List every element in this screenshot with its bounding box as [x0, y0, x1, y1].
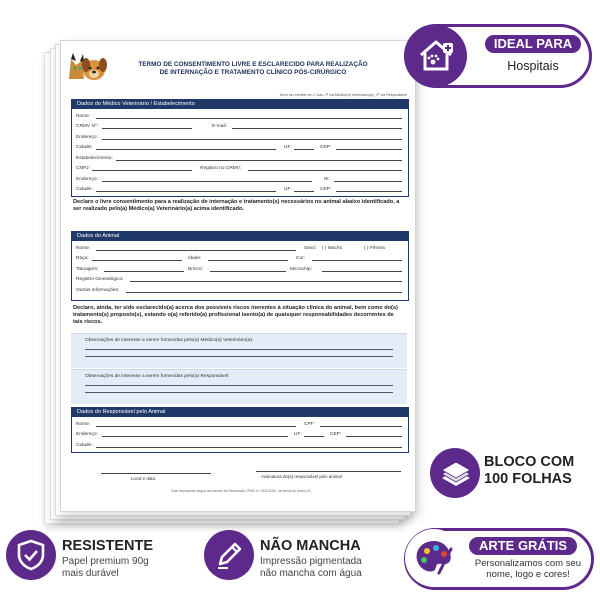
local-data-label: Local e data [131, 476, 155, 481]
idade-line[interactable] [208, 260, 288, 261]
form-row [72, 141, 408, 152]
declaration-consent: Declaro o livre consentimento para a realização de internação e tratamento(s) necessários no animal abaixo identificado, a ser realizado pelo(a) Médico(a) Veterinário(a) acima identificado. [73, 199, 400, 212]
obs-vet-box [71, 333, 407, 368]
feature-desc-line: Impressão pigmentada [260, 556, 362, 567]
obs-line[interactable] [85, 356, 393, 357]
uf-line[interactable] [294, 149, 314, 150]
animal-nome-line[interactable] [96, 250, 296, 251]
vet-section-header: Dados do Médico Veterinário / Estabelecimento [72, 100, 408, 109]
microchip-label: Microchip: [290, 266, 312, 272]
nome-label: Nome: [76, 113, 91, 119]
form-row [72, 109, 408, 120]
bloco-line: 100 FOLHAS [484, 471, 572, 487]
form-row [72, 151, 408, 162]
cpf-label: CPF: [304, 421, 315, 427]
sexo-label: Sexo: [304, 245, 317, 251]
local-data-line[interactable] [101, 473, 211, 474]
resp-nome-line[interactable] [96, 426, 296, 427]
animal-section [71, 231, 409, 301]
resp-cep-line[interactable] [346, 436, 402, 437]
palette-icon [405, 529, 463, 587]
form-row [72, 241, 408, 252]
declaration-risks: Declaro, ainda, ter sido esclarecido(a) acerca dos possíveis riscos inerentes à situação clínica do animal, bem como do(s) tratamento(s) proposto(s), estando o(a) referido(a) profissional isento(a) de quaisquer responsabilidades decorrentes de tais riscos. [73, 305, 398, 325]
resp-cidade-label: Cidade: [76, 442, 93, 448]
cep-line[interactable] [336, 149, 402, 150]
animal-nome-label: Nome: [76, 245, 91, 251]
document-header [67, 51, 407, 99]
macho-checkbox[interactable]: ( ) Macho [322, 245, 343, 251]
uf-label: UF: [284, 145, 292, 150]
ideal-para-badge [404, 24, 592, 88]
form-row [72, 252, 408, 263]
estabelecimento-label: Estabelecimento: [76, 155, 113, 161]
raca-line[interactable] [92, 260, 182, 261]
cnpj-line[interactable] [92, 170, 192, 171]
arte-gratis-desc: Personalizamos com seu nome, logo e cores! [474, 558, 582, 580]
brinco-line[interactable] [210, 271, 286, 272]
feature-title: RESISTENTE [62, 538, 154, 554]
feature-resistente [6, 530, 196, 590]
form-row [72, 417, 408, 428]
feature-desc [62, 556, 149, 579]
bloco-text [484, 454, 574, 488]
resp-cep-label: CEP: [330, 432, 342, 437]
cor-line[interactable] [312, 260, 402, 261]
animal-section-header: Dados do Animal [72, 232, 408, 241]
form-row [72, 130, 408, 141]
feature-desc-line: Papel premium 90g [62, 556, 149, 567]
feature-nao-mancha [204, 530, 400, 590]
form-row [72, 262, 408, 273]
cnpj-label: CNPJ: [76, 166, 90, 171]
ie-line[interactable] [334, 181, 402, 182]
form-row [72, 283, 408, 294]
pen-icon [204, 530, 254, 580]
email-label: E-mail: [212, 124, 227, 129]
registro-crmv-line[interactable] [248, 170, 402, 171]
feature-desc-line: não mancha com água [260, 567, 362, 579]
bloco-badge [430, 448, 590, 498]
title-line: TERMO DE CONSENTIMENTO LIVRE E ESCLARECIDO PARA REALIZAÇÃO [138, 61, 368, 68]
cat-dog-icon [67, 51, 107, 81]
cidade2-label: Cidade: [76, 187, 93, 192]
obs-line[interactable] [85, 349, 393, 350]
raca-label: Raça: [76, 256, 89, 261]
form-row [72, 183, 408, 194]
ie-label: IE: [324, 176, 330, 182]
shield-check-icon [6, 530, 56, 580]
signature-label: Assinatura do(a) responsável pelo animal [261, 474, 342, 479]
obs-vet-label: Observações de interesse a serem fornecidas pelo(a) Médico(a) Veterinário(a): [85, 338, 254, 343]
arte-gratis-label: ARTE GRÁTIS [469, 537, 577, 555]
resp-cidade-line[interactable] [96, 447, 402, 448]
tatuagem-line[interactable] [104, 271, 184, 272]
tatuagem-label: Tatuagem: [76, 266, 99, 272]
estabelecimento-line[interactable] [116, 160, 402, 161]
endereco2-line[interactable] [102, 181, 312, 182]
registro-genealogico-line[interactable] [130, 281, 402, 282]
resp-uf-label: UF: [294, 432, 302, 437]
form-row [72, 172, 408, 183]
outras-info-line[interactable] [126, 292, 402, 293]
cidade-label: Cidade: [76, 145, 93, 150]
paper-stack-icon [430, 448, 480, 498]
endereco-line[interactable] [102, 139, 402, 140]
form-sheet [60, 40, 416, 512]
resp-uf-line[interactable] [304, 436, 324, 437]
hospitais-label: Hospitais [507, 59, 559, 73]
cidade2-line[interactable] [96, 191, 276, 192]
resp-nome-label: Nome: [76, 421, 91, 427]
registro-genealogico-label: Registro Genealógico: [76, 277, 124, 282]
form-row [72, 428, 408, 439]
microchip-line[interactable] [322, 271, 402, 272]
resp-endereco-line[interactable] [102, 436, 288, 437]
cidade-line[interactable] [96, 149, 276, 150]
obs-line[interactable] [85, 385, 393, 386]
crmv-line[interactable] [102, 128, 192, 129]
nome-line[interactable] [96, 118, 402, 119]
bloco-line: BLOCO COM [484, 454, 575, 470]
cep2-label: CEP: [320, 187, 332, 192]
uf2-label: UF: [284, 187, 292, 192]
responsavel-section-header: Dados do Responsável pelo Animal [72, 408, 408, 417]
form-row [72, 162, 408, 173]
cep2-line[interactable] [336, 191, 402, 192]
idade-label: Idade: [188, 256, 202, 261]
uf2-line[interactable] [294, 191, 314, 192]
endereco-label: Endereço: [76, 134, 98, 140]
crmv-label: CRMV Nº: [76, 124, 99, 129]
endereco2-label: Endereço: [76, 176, 98, 182]
brinco-label: Brinco: [188, 266, 203, 272]
document-subtitle: Deve ser emitido em 2 vias: 1ª via Médico(a) Veterinário(a) | 2ª via Responsável [279, 93, 407, 97]
arte-gratis-badge [404, 528, 594, 590]
resp-endereco-label: Endereço: [76, 432, 98, 437]
form-row [72, 273, 408, 284]
document-footnote: Este documento segue as normas da Resolução CFMV nº 1321/2020, na forma do Anexo XI [171, 489, 311, 493]
outras-info-label: Outras informações: [76, 287, 120, 293]
feature-title: NÃO MANCHA [260, 538, 361, 554]
title-line: DE INTERNAÇÃO E TRATAMENTO CLÍNICO PÓS-CIRÚRGICO [159, 68, 347, 76]
vet-house-icon [405, 25, 467, 87]
form-row [72, 438, 408, 449]
ideal-para-label: IDEAL PARA [485, 35, 581, 53]
responsavel-section [71, 407, 409, 453]
feature-desc-line: mais durável [62, 567, 119, 579]
form-row [72, 120, 408, 131]
email-line[interactable] [232, 128, 402, 129]
femea-checkbox[interactable]: ( ) Fêmea [364, 245, 385, 251]
cpf-line[interactable] [320, 426, 402, 427]
cor-label: Cor: [296, 256, 306, 261]
vet-section [71, 99, 409, 197]
registro-crmv-label: Registro no CRMV: [200, 166, 242, 171]
cep-label: CEP: [320, 145, 332, 150]
document-title [113, 61, 393, 76]
obs-line[interactable] [85, 392, 393, 393]
obs-resp-box [71, 369, 407, 404]
feature-desc [260, 556, 362, 579]
signature-line[interactable] [256, 471, 401, 472]
obs-resp-label: Observações de interesse a serem fornecidas pelo(a) Responsável: [85, 374, 230, 379]
